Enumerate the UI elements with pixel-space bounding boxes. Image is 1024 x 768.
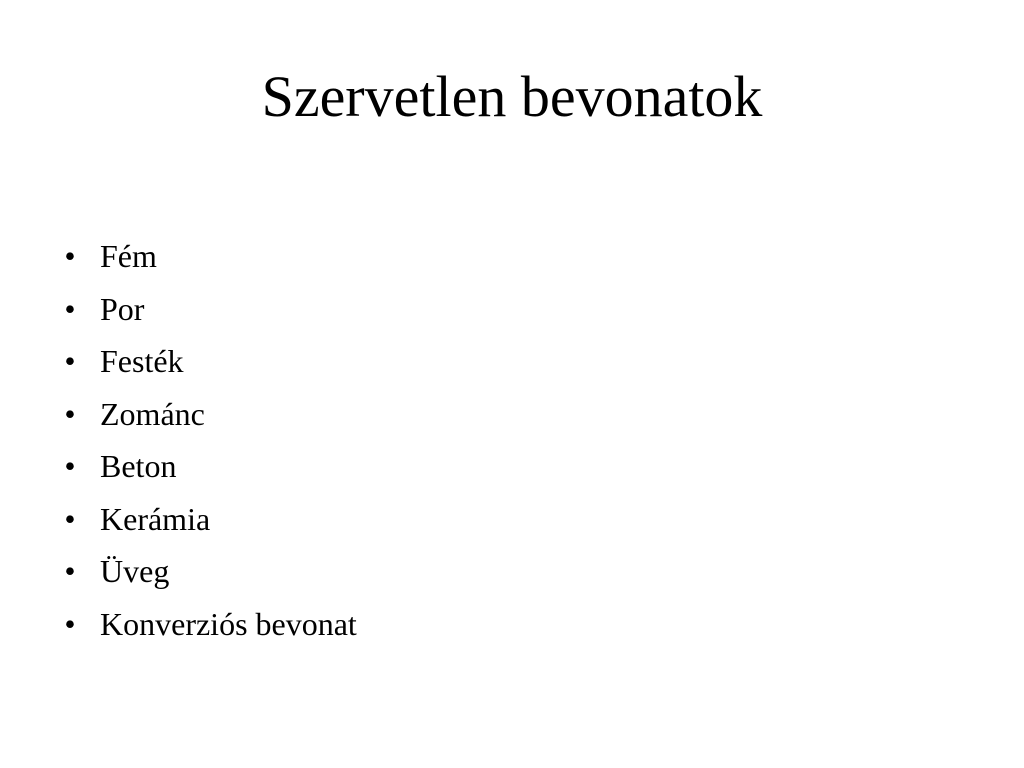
bullet-icon: • xyxy=(64,395,76,432)
list-item xyxy=(60,598,357,651)
list-item xyxy=(60,335,357,388)
list-item xyxy=(60,493,357,546)
list-item xyxy=(60,545,357,598)
list-item-text: Üveg xyxy=(100,553,170,589)
list-item xyxy=(60,440,357,493)
list-item-text: Festék xyxy=(100,343,184,379)
bullet-icon: • xyxy=(64,448,76,484)
list-item xyxy=(60,283,357,336)
bullet-icon: • xyxy=(64,605,76,642)
bullet-icon: • xyxy=(64,553,76,589)
bullet-icon: • xyxy=(64,343,76,379)
list-item-text: Beton xyxy=(100,448,177,484)
bullet-icon: • xyxy=(64,500,76,537)
list-item-text: Kerámia xyxy=(100,500,211,537)
bullet-list xyxy=(60,230,357,650)
list-item xyxy=(60,388,357,441)
list-item-text: Fém xyxy=(100,238,157,274)
list-item-text: Zománc xyxy=(100,395,205,432)
list-item-text: Konverziós bevonat xyxy=(100,605,357,642)
list-item-text: Por xyxy=(100,290,145,327)
bullet-icon: • xyxy=(64,290,76,327)
bullet-icon: • xyxy=(64,238,76,274)
slide-title: Szervetlen bevonatok xyxy=(261,64,763,129)
list-item xyxy=(60,230,357,283)
